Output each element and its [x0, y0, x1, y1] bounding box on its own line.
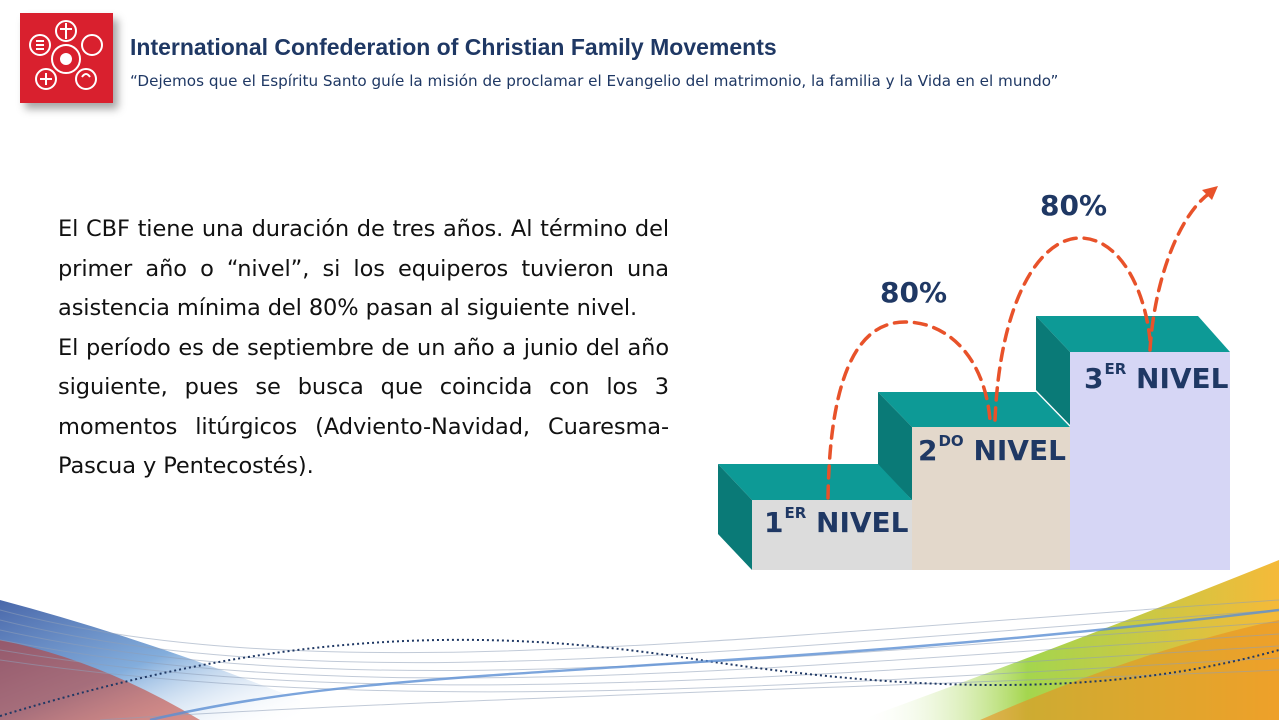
step3-label: 3ER NIVEL — [1084, 360, 1229, 395]
paragraph-duration: El CBF tiene una duración de tres años. Al término del primer año o “nivel”, si los equiperos tuvieron una asistencia mínima del 80% pasan al siguiente nivel. — [58, 216, 669, 321]
step3-top — [1036, 316, 1230, 352]
organization-motto: “Dejemos que el Espíritu Santo guíe la misión de proclamar el Evangelio del matrimonio, la familia y la Vida en el mundo” — [130, 72, 1059, 90]
step1-label: 1ER NIVEL — [764, 504, 909, 539]
paragraph-period: El período es de septiembre de un año a junio del año siguiente, pues se busca que coincida con los 3 momentos litúrgicos (Adviento-Navidad, Cuaresma-Pascua y Pentecostés). — [58, 334, 669, 479]
arrow-1-label: 80% — [880, 276, 948, 309]
step1-top — [718, 464, 912, 500]
step2-label: $2^{DO}$ NIVEL — [918, 432, 1066, 467]
arrow-2-label: 80% — [1040, 189, 1108, 222]
organization-title: International Confederation of Christian Family Movements — [130, 34, 777, 60]
